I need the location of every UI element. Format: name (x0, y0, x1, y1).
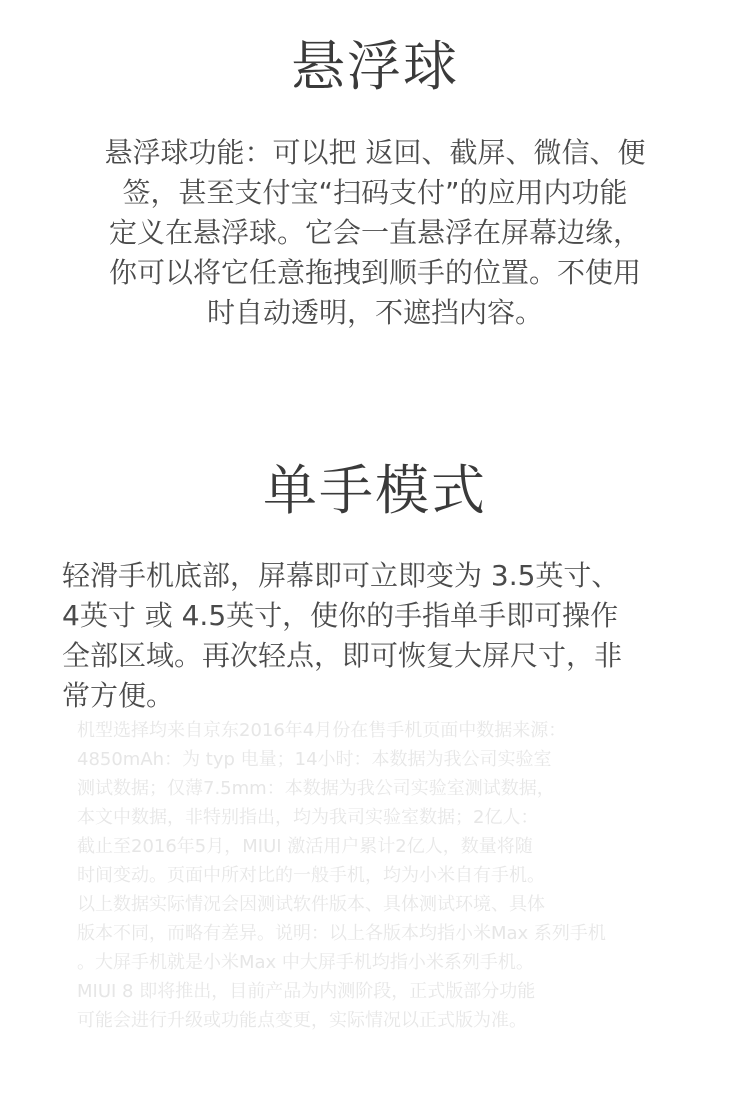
footnote-line: MIUI 8 即将推出，目前产品为内测阶段，正式版部分功能 (77, 981, 536, 1002)
floating-ball-description (65, 133, 685, 333)
floating-ball-line: 你可以将它任意拖拽到顺手的位置。不使用 (108, 256, 641, 289)
one-hand-mode-title: 单手模式 (263, 459, 487, 522)
footnote-line: 版本不同，而略有差异。说明：以上各版本均指小米Max 系列手机 (77, 923, 606, 944)
one-hand-mode-line: 4英寸 或 4.5英寸，使你的手指单手即可操作 (62, 599, 619, 632)
floating-ball-line: 签，甚至支付宝“扫码支付”的应用内功能 (122, 176, 628, 209)
floating-ball-line: 悬浮球功能：可以把 返回、截屏、微信、便 (104, 136, 646, 169)
floating-ball-line: 时自动透明，不遮挡内容。 (206, 296, 543, 329)
floating-ball-section (0, 34, 750, 333)
footnote-line: 。大屏手机就是小米Max 中大屏手机均指小米系列手机。 (77, 952, 534, 973)
footnote-line: 测试数据；仅薄7.5mm：本数据为我公司实验室测试数据， (77, 778, 555, 799)
one-hand-mode-line: 全部区域。再次轻点，即可恢复大屏尺寸，非 (62, 639, 623, 672)
floating-ball-title: 悬浮球 (291, 35, 459, 98)
footnote-line: 可能会进行升级或功能点变更，实际情况以正式版为准。 (77, 1010, 527, 1031)
one-hand-mode-line: 轻滑手机底部，屏幕即可立即变为 3.5英寸、 (62, 559, 620, 592)
one-hand-mode-line: 常方便。 (62, 679, 175, 712)
footnote-line: 4850mAh：为 typ 电量；14小时：本数据为我公司实验室 (77, 749, 552, 770)
footnote-line: 机型选择均来自京东2016年4月份在售手机页面中数据来源： (77, 720, 567, 741)
footnote-line: 以上数据实际情况会因测试软件版本、具体测试环境、具体 (77, 894, 545, 915)
footnote-line: 时间变动。页面中所对比的一般手机，均为小米自有手机。 (77, 865, 545, 886)
footnote-line: 本文中数据，非特别指出，均为我司实验室数据；2亿人： (77, 807, 539, 828)
one-hand-mode-section (0, 458, 750, 716)
one-hand-mode-description (62, 556, 692, 716)
footnote-line: 截止至2016年5月，MIUI 激活用户累计2亿人，数量将随 (77, 836, 533, 857)
floating-ball-line: 定义在悬浮球。它会一直悬浮在屏幕边缘， (108, 216, 641, 249)
footnotes (77, 716, 697, 1035)
